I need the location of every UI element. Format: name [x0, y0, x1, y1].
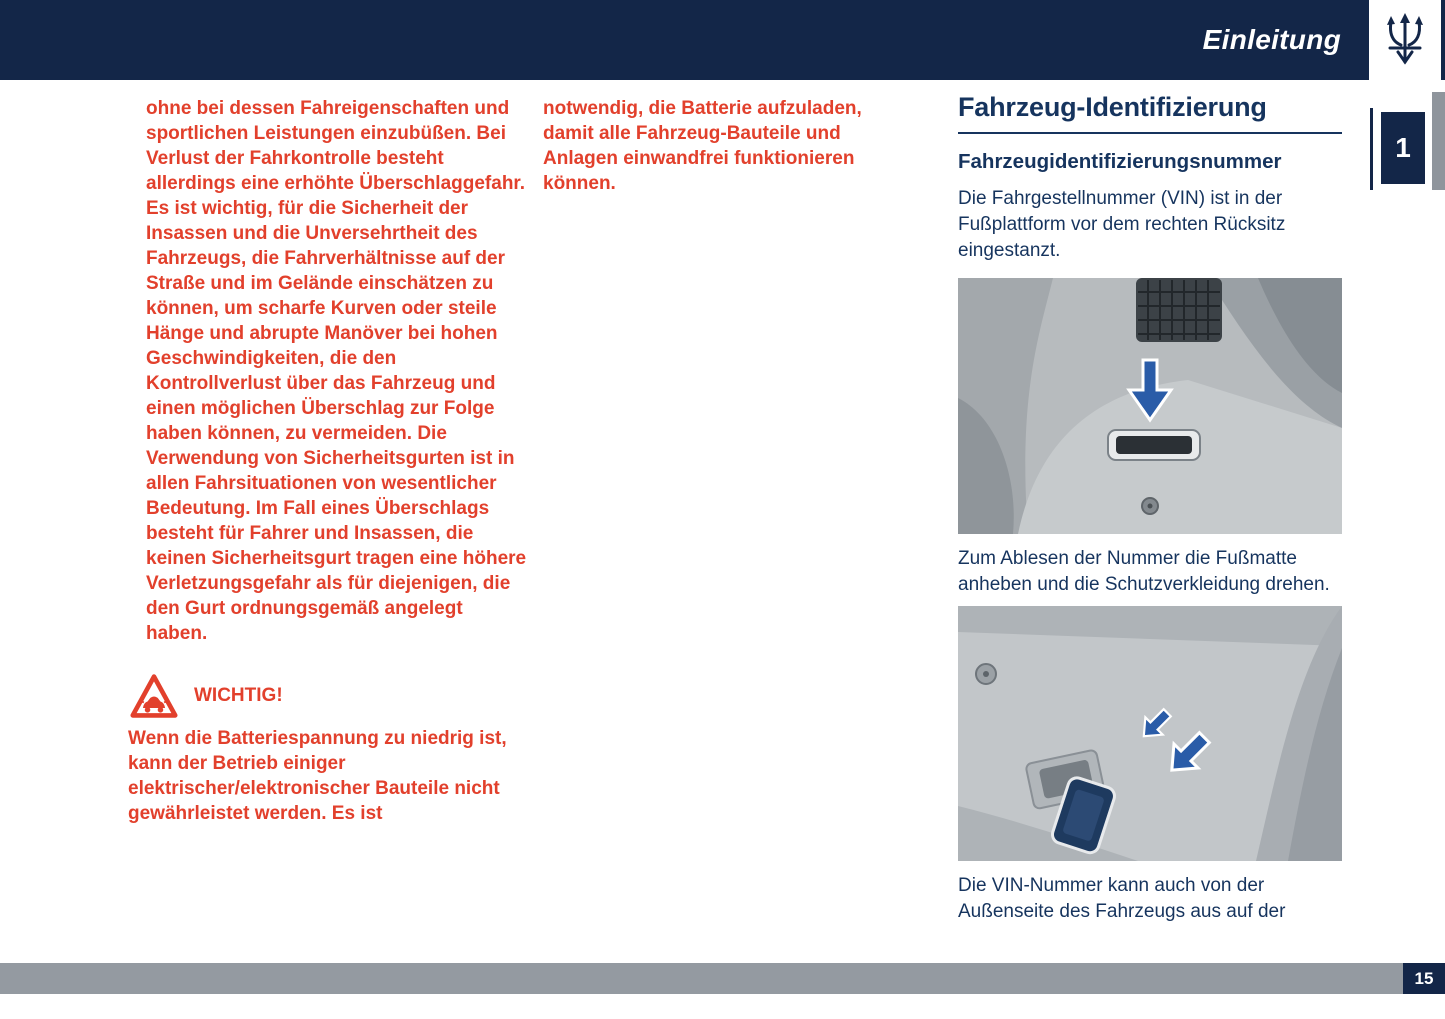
- header-bar: [0, 0, 1445, 80]
- chapter-tab: [1381, 112, 1425, 184]
- body-paragraph: Es ist wichtig, für die Sicherheit der Insassen und die Unversehrtheit des Fahrzeugs, die Fahrverhältnisse auf der Straße und im Gelände einschätzen zu können, um scharfe Kurven oder steile Hänge und abrupte Manöver bei hohen Geschwindigkeiten, die den Kontrollverlust über das Fahrzeug und einen möglichen Überschlag zur Folge haben können, zu vermeiden. Die Verwendung von Sicherheitsgurten ist in allen Fahrsituationen von wesentlicher Bedeutung. Im Fall eines Überschlags besteht für Fahrer und Insassen, die keinen Sicherheitsgurt tragen eine höhere Verletzungsgefahr als für diejenigen, die den Gurt ordnungsgemäß angelegt haben.: [146, 198, 527, 644]
- photo-caption: Zum Ablesen der Nummer die Fußmatte anheben und die Schutzverkleidung drehen.: [958, 548, 1330, 595]
- column-middle: [543, 96, 915, 196]
- chapter-number: 1: [1395, 132, 1411, 163]
- body-text: Die Fahrgestellnummer (VIN) ist in der Fußplattform vor dem rechten Rücksitz eingestanzt.: [958, 188, 1286, 261]
- subsection-heading: Fahrzeugidentifizierungsnummer: [958, 150, 1282, 173]
- body-paragraph: ohne bei dessen Fahreigenschaften und sportlichen Leistungen einzubüßen. Bei Verlust der Fahrkontrolle besteht allerdings eine erhöhte Überschlaggefahr.: [146, 98, 526, 194]
- chapter-title: Einleitung: [1202, 24, 1341, 55]
- section-heading: Fahrzeug-Identifizierung: [958, 92, 1342, 134]
- page-number: 15: [1414, 968, 1434, 988]
- vin-location-illustration: [958, 278, 1342, 534]
- body-paragraph: notwendig, die Batterie aufzuladen, damit alle Fahrzeug-Bauteile und Anlagen einwandfrei funktionieren können.: [543, 98, 862, 194]
- vin-plate-photo: [958, 606, 1342, 861]
- warning-header: [128, 672, 528, 720]
- speaker-grille: [1136, 278, 1222, 342]
- tab-divider-line: [1370, 108, 1373, 190]
- column-left: [128, 96, 528, 826]
- warning-label: WICHTIG!: [194, 685, 283, 706]
- vin-location-photo: [958, 278, 1342, 534]
- warning-text: Wenn die Batteriespannung zu niedrig ist, kann der Betrieb einiger elektrischer/elektronischer Bauteile nicht gewährleistet werden. Es ist: [128, 728, 507, 824]
- photo-caption: Die VIN-Nummer kann auch von der Außenseite des Fahrzeugs aus auf der: [958, 875, 1286, 922]
- vin-plate-illustration: [958, 606, 1342, 861]
- rollover-warning-car-icon: [128, 672, 180, 720]
- tab-edge-shadow: [1432, 92, 1445, 190]
- maserati-trident-icon: [1383, 10, 1427, 70]
- page-number-box: [1403, 963, 1445, 994]
- column-right: [958, 92, 1342, 925]
- maserati-logo-box: [1369, 0, 1445, 80]
- footer-bar: [0, 963, 1445, 994]
